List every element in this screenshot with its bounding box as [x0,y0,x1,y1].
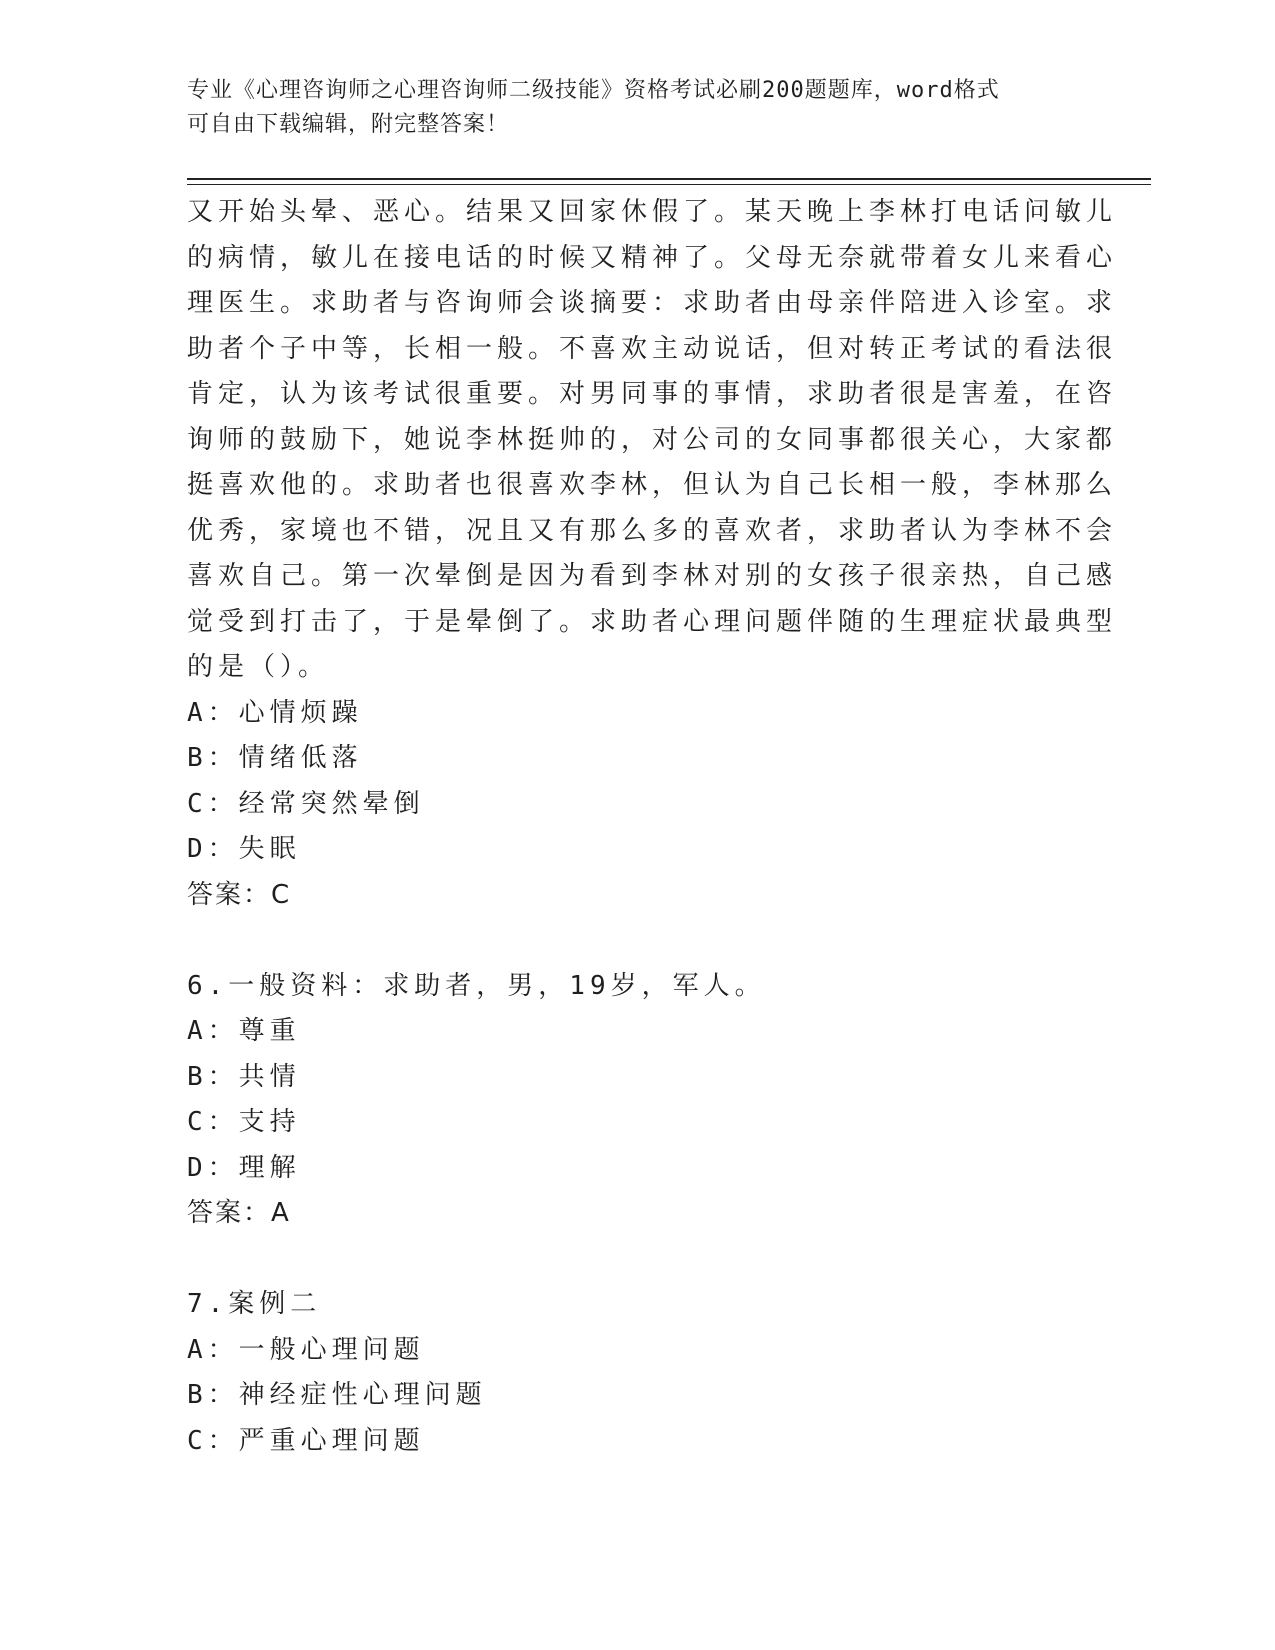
question-6-option-b: B：共情 [187,1061,301,1092]
page-header [187,74,1067,142]
header-title-line-1: 专业《心理咨询师之心理咨询师二级技能》资格考试必刷200题题库，word格式 [187,78,1000,103]
question-5-stem-line: 又开始头晕、恶心。结果又回家休假了。某天晚上李林打电话问敏儿 [187,197,1118,227]
question-7-option-b: B：神经症性心理问题 [187,1380,487,1410]
question-5-option-d: D：失眠 [187,834,301,864]
question-5-stem-line: 的是（）。 [187,652,330,682]
question-5-option-a: A：心情烦躁 [187,697,363,728]
question-5-option-c: C：经常突然晕倒 [187,788,425,819]
question-5-stem-line: 的病情，敏儿在接电话的时候又精神了。父母无奈就带着女儿来看心 [187,242,1118,273]
question-6-option-a: A：尊重 [187,1016,301,1046]
question-7-option-c: C：严重心理问题 [187,1425,425,1456]
question-6-option-c: C：支持 [187,1107,301,1137]
question-6-stem: 6.一般资料：求助者，男，19岁，军人。 [187,970,766,1001]
question-5-stem-line: 肯定，认为该考试很重要。对男同事的事情，求助者很是害羞，在咨 [187,379,1118,409]
spacer [187,1237,1067,1283]
question-5-stem-line: 觉受到打击了，于是晕倒了。求助者心理问题伴随的生理症状最典型 [187,606,1118,637]
header-title-line-2: 可自由下载编辑，附完整答案！ [187,112,510,137]
question-5-stem-line: 挺喜欢他的。求助者也很喜欢李林，但认为自己长相一般，李林那么 [187,470,1118,500]
question-5-stem-line: 理医生。求助者与咨询师会谈摘要：求助者由母亲伴陪进入诊室。求 [187,288,1118,318]
question-7-option-a: A：一般心理问题 [187,1334,425,1365]
question-5-stem-line: 优秀，家境也不错，况且又有那么多的喜欢者，求助者认为李林不会 [187,515,1118,546]
question-6-option-d: D：理解 [187,1152,301,1183]
question-5-stem-line: 询师的鼓励下，她说李林挺帅的，对公司的女同事都很关心，大家都 [187,424,1118,455]
question-5-option-b: B：情绪低落 [187,743,363,773]
question-5-stem-line: 助者个子中等，长相一般。不喜欢主动说话，但对转正考试的看法很 [187,333,1118,364]
spacer [187,918,1067,964]
question-5-stem-line: 喜欢自己。第一次晕倒是因为看到李林对别的女孩子很亲热，自己感 [187,561,1118,591]
question-5-answer: 答案：C [187,879,292,910]
header-divider-thin [187,184,1151,185]
question-6-answer: 答案：A [187,1198,291,1228]
question-7-stem: 7.案例二 [187,1289,322,1319]
question-content [187,190,1118,1464]
header-divider-thick [187,178,1151,180]
